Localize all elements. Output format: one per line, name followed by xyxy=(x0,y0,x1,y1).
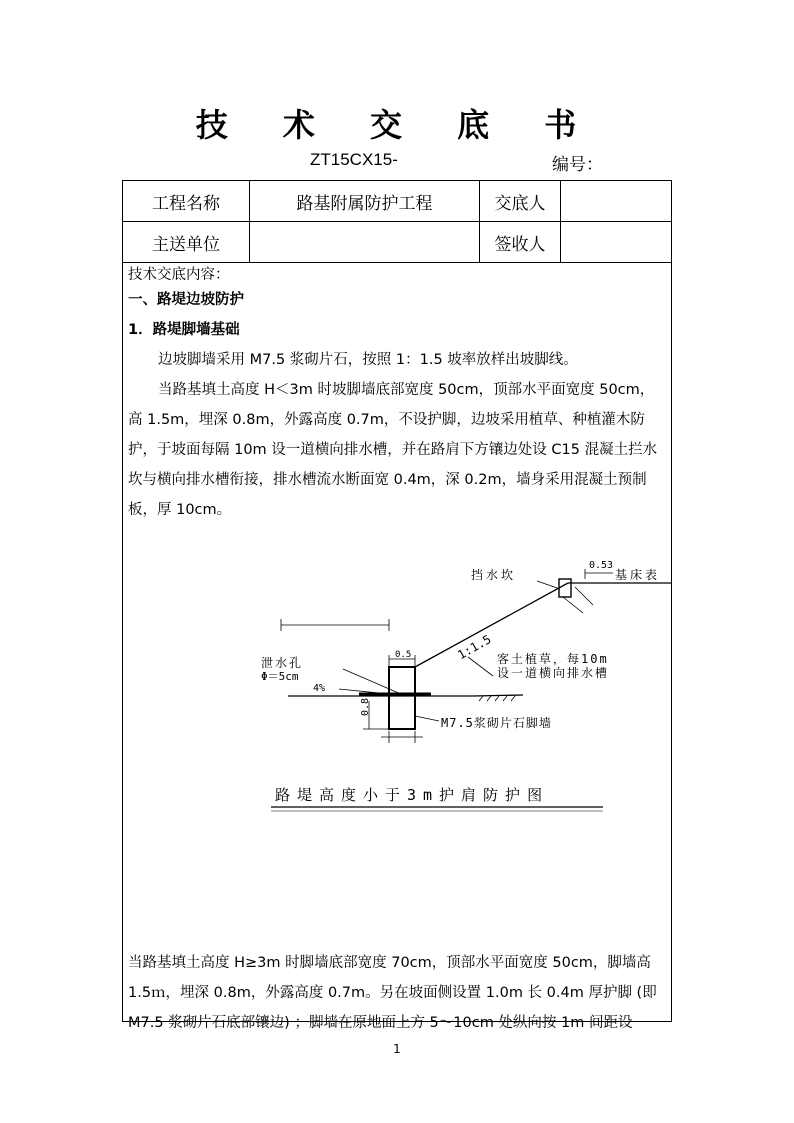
section-heading: 一、路堤边坡防护 xyxy=(128,292,244,308)
document-number: ZT15CX15- xyxy=(310,150,398,169)
diagram-caption: 路堤高度小于3m护肩防护图 xyxy=(275,786,550,804)
recipient-unit-value[interactable] xyxy=(250,222,480,263)
label-drain-hole: 泄水孔 xyxy=(261,656,304,670)
label-dim-053: 0.53 xyxy=(589,561,614,571)
briefing-content-continued xyxy=(128,933,668,1052)
document-title: 技 术 交 底 书 xyxy=(195,106,599,144)
project-name-label: 工程名称 xyxy=(123,181,250,222)
label-grass-line1: 客土植草，每10m xyxy=(497,652,609,666)
handover-person-value[interactable] xyxy=(561,181,672,222)
receiver-value[interactable] xyxy=(561,222,672,263)
label-grass-line2: 设一道横向排水槽 xyxy=(497,666,610,680)
label-water-barrier: 挡水坎 xyxy=(471,568,517,582)
paragraph-3: 当路基填土高度 H≥3m 时脚墙底部宽度 70cm，顶部水平面宽度 50cm，脚墙高 1.5ｍ，埋深 0.8m，外露高度 0.7m。另在坡面侧设置 1.0m 长 0.4m 厚护脚 (即 M7.5 浆砌片石底部镶边) ；脚墙在原地面上方 5～10cm 处纵向按 1m 间距设 xyxy=(128,954,657,1031)
receiver-label: 签收人 xyxy=(480,222,561,263)
subsection-heading: 1．路堤脚墙基础 xyxy=(128,322,240,338)
handover-person-label: 交底人 xyxy=(480,181,561,222)
label-depth: 0.8 xyxy=(360,697,371,716)
label-drain-hole-diameter: Φ＝5cm xyxy=(261,670,299,683)
paragraph-2: 当路基填土高度 H＜3m 时坡脚墙底部宽度 50cm，顶部水平面宽度 50cm，高 1.5m，埋深 0.8m，外露高度 0.7m，不设护脚，边坡采用植草、种植灌木防护，于坡面每隔 10m 设一道横向排水槽，并在路肩下方镶边处设 C15 混凝土拦水坎与横向排水槽衔接，排水槽流水断面宽 0.4m，深 0.2m，墙身采用混凝土预制板，厚 10cm。 xyxy=(128,382,658,518)
content-label: 技术交底内容： xyxy=(128,267,230,283)
label-wall: M7.5浆砌片石脚墙 xyxy=(441,716,552,730)
project-name-value: 路基附属防护工程 xyxy=(250,181,480,222)
briefing-form xyxy=(122,180,672,1031)
briefing-content xyxy=(128,265,668,525)
recipient-unit-label: 主送单位 xyxy=(123,222,250,263)
label-top-width: 0.5 xyxy=(395,650,412,660)
serial-label: 编号： xyxy=(552,155,603,175)
label-slope-percent: 4% xyxy=(313,683,326,694)
paragraph-1: 边坡脚墙采用 M7.5 浆砌片石，按照 1：1.5 坡率放样出坡脚线。 xyxy=(158,352,578,368)
label-roadbed-surface: 基床表 xyxy=(615,568,661,582)
slope-protection-diagram xyxy=(123,561,671,831)
label-slope-ratio: 1:1.5 xyxy=(455,632,494,663)
info-table xyxy=(122,180,672,263)
page-number: 1 xyxy=(393,1042,401,1056)
